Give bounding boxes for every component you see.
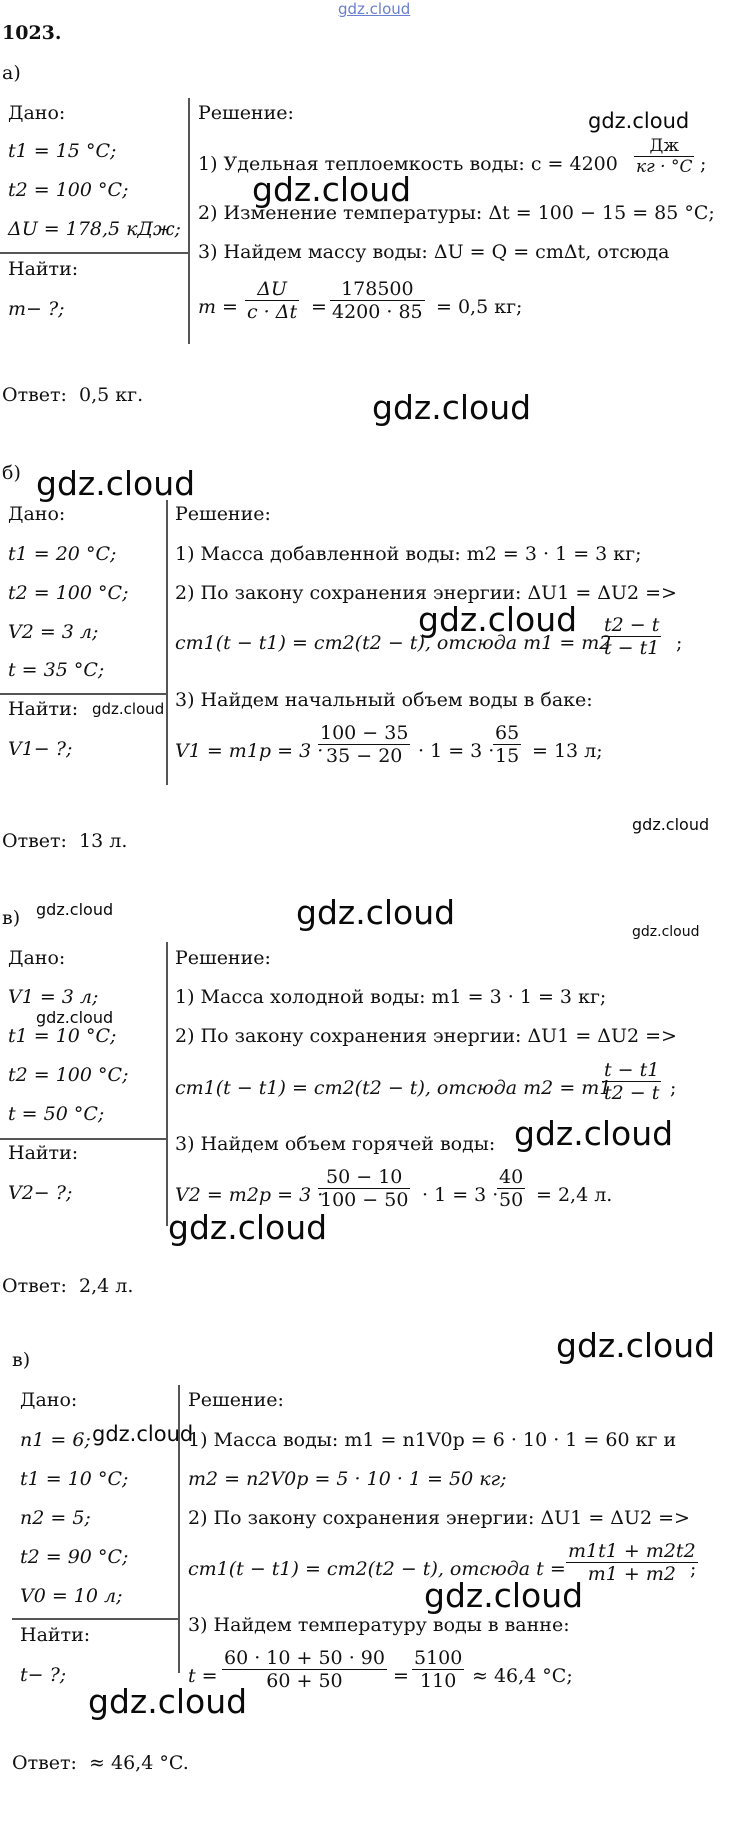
part-d-formula-rhs: ≈ 46,4 °C; bbox=[472, 1665, 573, 1687]
part-a-answer: Ответ: 0,5 кг. bbox=[2, 384, 144, 406]
part-a-step-2: 2) Изменение температуры: Δt = 100 − 15 = 85 °C; bbox=[198, 202, 715, 224]
watermark: gdz.cloud bbox=[632, 924, 700, 940]
part-a-formula-eq: = bbox=[311, 296, 327, 318]
part-b-solution-label: Решение: bbox=[175, 503, 271, 525]
watermark: gdz.cloud bbox=[36, 900, 114, 919]
watermark: gdz.cloud bbox=[168, 1208, 328, 1247]
part-b-given-3: V2 = 3 л; bbox=[8, 621, 99, 643]
watermark: gdz.cloud bbox=[92, 1422, 194, 1446]
watermark: gdz.cloud bbox=[36, 1008, 114, 1027]
part-b-formula-mid: · 1 = 3 · bbox=[418, 740, 495, 762]
part-b-vertical-divider bbox=[166, 500, 168, 785]
part-b-step-2: 2) По закону сохранения энергии: ΔU1 = ΔU2 => bbox=[175, 582, 677, 604]
watermark: gdz.cloud bbox=[514, 1114, 674, 1153]
part-b-find-label: Найти: bbox=[8, 698, 79, 720]
part-d-equation-end: ; bbox=[690, 1558, 697, 1580]
part-c-fraction-2: $\frac{40}{50}$ bbox=[499, 1166, 524, 1211]
part-c-step-1: 1) Масса холодной воды: m1 = 3 · 1 = 3 кг; bbox=[175, 986, 607, 1008]
watermark: gdz.cloud bbox=[296, 893, 456, 932]
part-b-given-label: Дано: bbox=[8, 503, 66, 525]
part-b-label: б) bbox=[2, 462, 21, 484]
watermark: gdz.cloud bbox=[588, 109, 690, 133]
part-b-answer: Ответ: 13 л. bbox=[2, 830, 128, 852]
part-a-given-3: ΔU = 178,5 кДж; bbox=[8, 218, 181, 240]
part-d-find-label: Найти: bbox=[20, 1624, 91, 1646]
part-c-equation-fraction: $\frac{t - t1}{t2 - t}$ bbox=[604, 1059, 660, 1104]
part-c-equation: cm1(t − t1) = cm2(t2 − t), отсюда m2 = m1 bbox=[175, 1077, 612, 1099]
part-d-given-4: t2 = 90 °C; bbox=[20, 1546, 129, 1568]
part-c-label: в) bbox=[2, 907, 21, 929]
part-c-equation-end: ; bbox=[670, 1077, 677, 1099]
watermark: gdz.cloud bbox=[372, 388, 532, 427]
part-d-given-label: Дано: bbox=[20, 1389, 78, 1411]
part-c-answer: Ответ: 2,4 л. bbox=[2, 1275, 134, 1297]
part-d-label: в) bbox=[12, 1349, 31, 1371]
part-c-given-label: Дано: bbox=[8, 947, 66, 969]
part-c-vertical-divider bbox=[166, 942, 168, 1226]
part-c-given-3: t2 = 100 °C; bbox=[8, 1064, 129, 1086]
part-d-given-1: n1 = 6; bbox=[20, 1429, 91, 1451]
part-d-formula-lhs: t = bbox=[188, 1665, 218, 1687]
part-b-horizontal-divider bbox=[0, 693, 167, 695]
part-a-step-3: 3) Найдем массу воды: ΔU = Q = cmΔt, отсюда bbox=[198, 241, 670, 263]
part-c-solution-label: Решение: bbox=[175, 947, 271, 969]
watermark: gdz.cloud bbox=[424, 1576, 584, 1615]
part-b-step-3: 3) Найдем начальный объем воды в баке: bbox=[175, 689, 593, 711]
part-a-step-1: 1) Удельная теплоемкость воды: c = 4200 bbox=[198, 153, 618, 175]
part-a-solution-label: Решение: bbox=[198, 102, 294, 124]
part-b-given-1: t1 = 20 °C; bbox=[8, 543, 117, 565]
part-d-equation: cm1(t − t1) = cm2(t2 − t), отсюда t = bbox=[188, 1558, 566, 1580]
part-c-horizontal-divider bbox=[0, 1138, 167, 1140]
part-c-step-2: 2) По закону сохранения энергии: ΔU1 = ΔU2 => bbox=[175, 1025, 677, 1047]
part-b-given-2: t2 = 100 °C; bbox=[8, 582, 129, 604]
part-b-given-4: t = 35 °C; bbox=[8, 659, 105, 681]
part-a-horizontal-divider bbox=[0, 252, 189, 254]
part-c-formula-rhs: = 2,4 л. bbox=[536, 1184, 613, 1206]
part-d-answer: Ответ: ≈ 46,4 °C. bbox=[12, 1752, 189, 1774]
part-a-vertical-divider bbox=[188, 98, 190, 344]
part-c-step-3: 3) Найдем объем горячей воды: bbox=[175, 1133, 496, 1155]
part-a-find-value: m− ?; bbox=[8, 298, 65, 320]
part-d-step-2: 2) По закону сохранения энергии: ΔU1 = ΔU2 => bbox=[188, 1507, 690, 1529]
part-d-equation-fraction: $\frac{m1t1 + m2t2}{m1 + m2}$ bbox=[568, 1540, 696, 1585]
watermark: gdz.cloud bbox=[36, 464, 196, 503]
part-a-label: а) bbox=[2, 62, 21, 84]
part-d-fraction-1: $\frac{60 \cdot 10 + 50 \cdot 90}{60 + 50}$ bbox=[224, 1647, 385, 1692]
part-d-formula-eq: = bbox=[393, 1665, 409, 1687]
part-a-given-label: Дано: bbox=[8, 102, 66, 124]
watermark-link[interactable]: gdz.cloud bbox=[338, 0, 411, 18]
part-a-formula-rhs: = 0,5 кг; bbox=[436, 296, 523, 318]
part-c-formula-mid: · 1 = 3 · bbox=[422, 1184, 499, 1206]
part-d-given-2: t1 = 10 °C; bbox=[20, 1468, 129, 1490]
part-c-find-label: Найти: bbox=[8, 1142, 79, 1164]
problem-number: 1023. bbox=[2, 22, 62, 44]
part-a-fraction-1: $\frac{\Delta U}{c \cdot \Delta t}$ bbox=[247, 278, 298, 323]
part-a-given-2: t2 = 100 °C; bbox=[8, 179, 129, 201]
part-c-given-1: V1 = 3 л; bbox=[8, 986, 99, 1008]
part-b-formula-lhs: V1 = m1p = 3 · bbox=[175, 740, 324, 762]
part-b-fraction-2: $\frac{65}{15}$ bbox=[495, 722, 520, 767]
watermark: gdz.cloud bbox=[88, 1682, 248, 1721]
watermark: gdz.cloud bbox=[92, 700, 165, 718]
part-c-fraction-1: $\frac{50 - 10}{100 - 50}$ bbox=[320, 1166, 409, 1211]
part-c-given-2: t1 = 10 °C; bbox=[8, 1025, 117, 1047]
part-d-given-3: n2 = 5; bbox=[20, 1507, 91, 1529]
part-d-step-3: 3) Найдем температуру воды в ванне: bbox=[188, 1614, 570, 1636]
part-d-step-1: 1) Масса воды: m1 = n1V0p = 6 · 10 · 1 = 60 кг и bbox=[188, 1429, 677, 1451]
part-a-fraction-2: $\frac{178500}{4200 \cdot 85}$ bbox=[332, 278, 423, 323]
watermark: gdz.cloud bbox=[252, 170, 412, 209]
part-c-formula-lhs: V2 = m2p = 3 · bbox=[175, 1184, 324, 1206]
part-b-equation-fraction: $\frac{t2 - t}{t - t1}$ bbox=[604, 614, 660, 659]
watermark: gdz.cloud bbox=[418, 600, 578, 639]
part-b-equation-end: ; bbox=[676, 632, 683, 654]
part-b-equation: cm1(t − t1) = cm2(t2 − t), отсюда m1 = m2 bbox=[175, 632, 612, 654]
part-c-find-value: V2− ?; bbox=[8, 1182, 73, 1204]
part-a-formula-lhs: m = bbox=[198, 296, 238, 318]
part-d-step-1b: m2 = n2V0p = 5 · 10 · 1 = 50 кг; bbox=[188, 1468, 507, 1490]
part-c-given-4: t = 50 °C; bbox=[8, 1103, 105, 1125]
part-a-step-1-end: ; bbox=[700, 153, 707, 175]
part-d-find-value: t− ?; bbox=[20, 1664, 67, 1686]
part-a-find-label: Найти: bbox=[8, 258, 79, 280]
part-d-given-5: V0 = 10 л; bbox=[20, 1585, 123, 1607]
part-d-fraction-2: $\frac{5100}{110}$ bbox=[414, 1647, 463, 1692]
part-a-unit-fraction: Дж кг · °C bbox=[636, 136, 693, 177]
part-b-find-value: V1− ?; bbox=[8, 738, 73, 760]
part-a-given-1: t1 = 15 °C; bbox=[8, 140, 117, 162]
part-d-horizontal-divider bbox=[12, 1618, 179, 1620]
part-b-formula-rhs: = 13 л; bbox=[532, 740, 603, 762]
part-b-step-1: 1) Масса добавленной воды: m2 = 3 · 1 = 3 кг; bbox=[175, 543, 642, 565]
part-d-solution-label: Решение: bbox=[188, 1389, 284, 1411]
watermark: gdz.cloud bbox=[632, 815, 710, 834]
watermark: gdz.cloud bbox=[556, 1326, 716, 1365]
part-b-fraction-1: $\frac{100 - 35}{35 - 20}$ bbox=[320, 722, 409, 767]
